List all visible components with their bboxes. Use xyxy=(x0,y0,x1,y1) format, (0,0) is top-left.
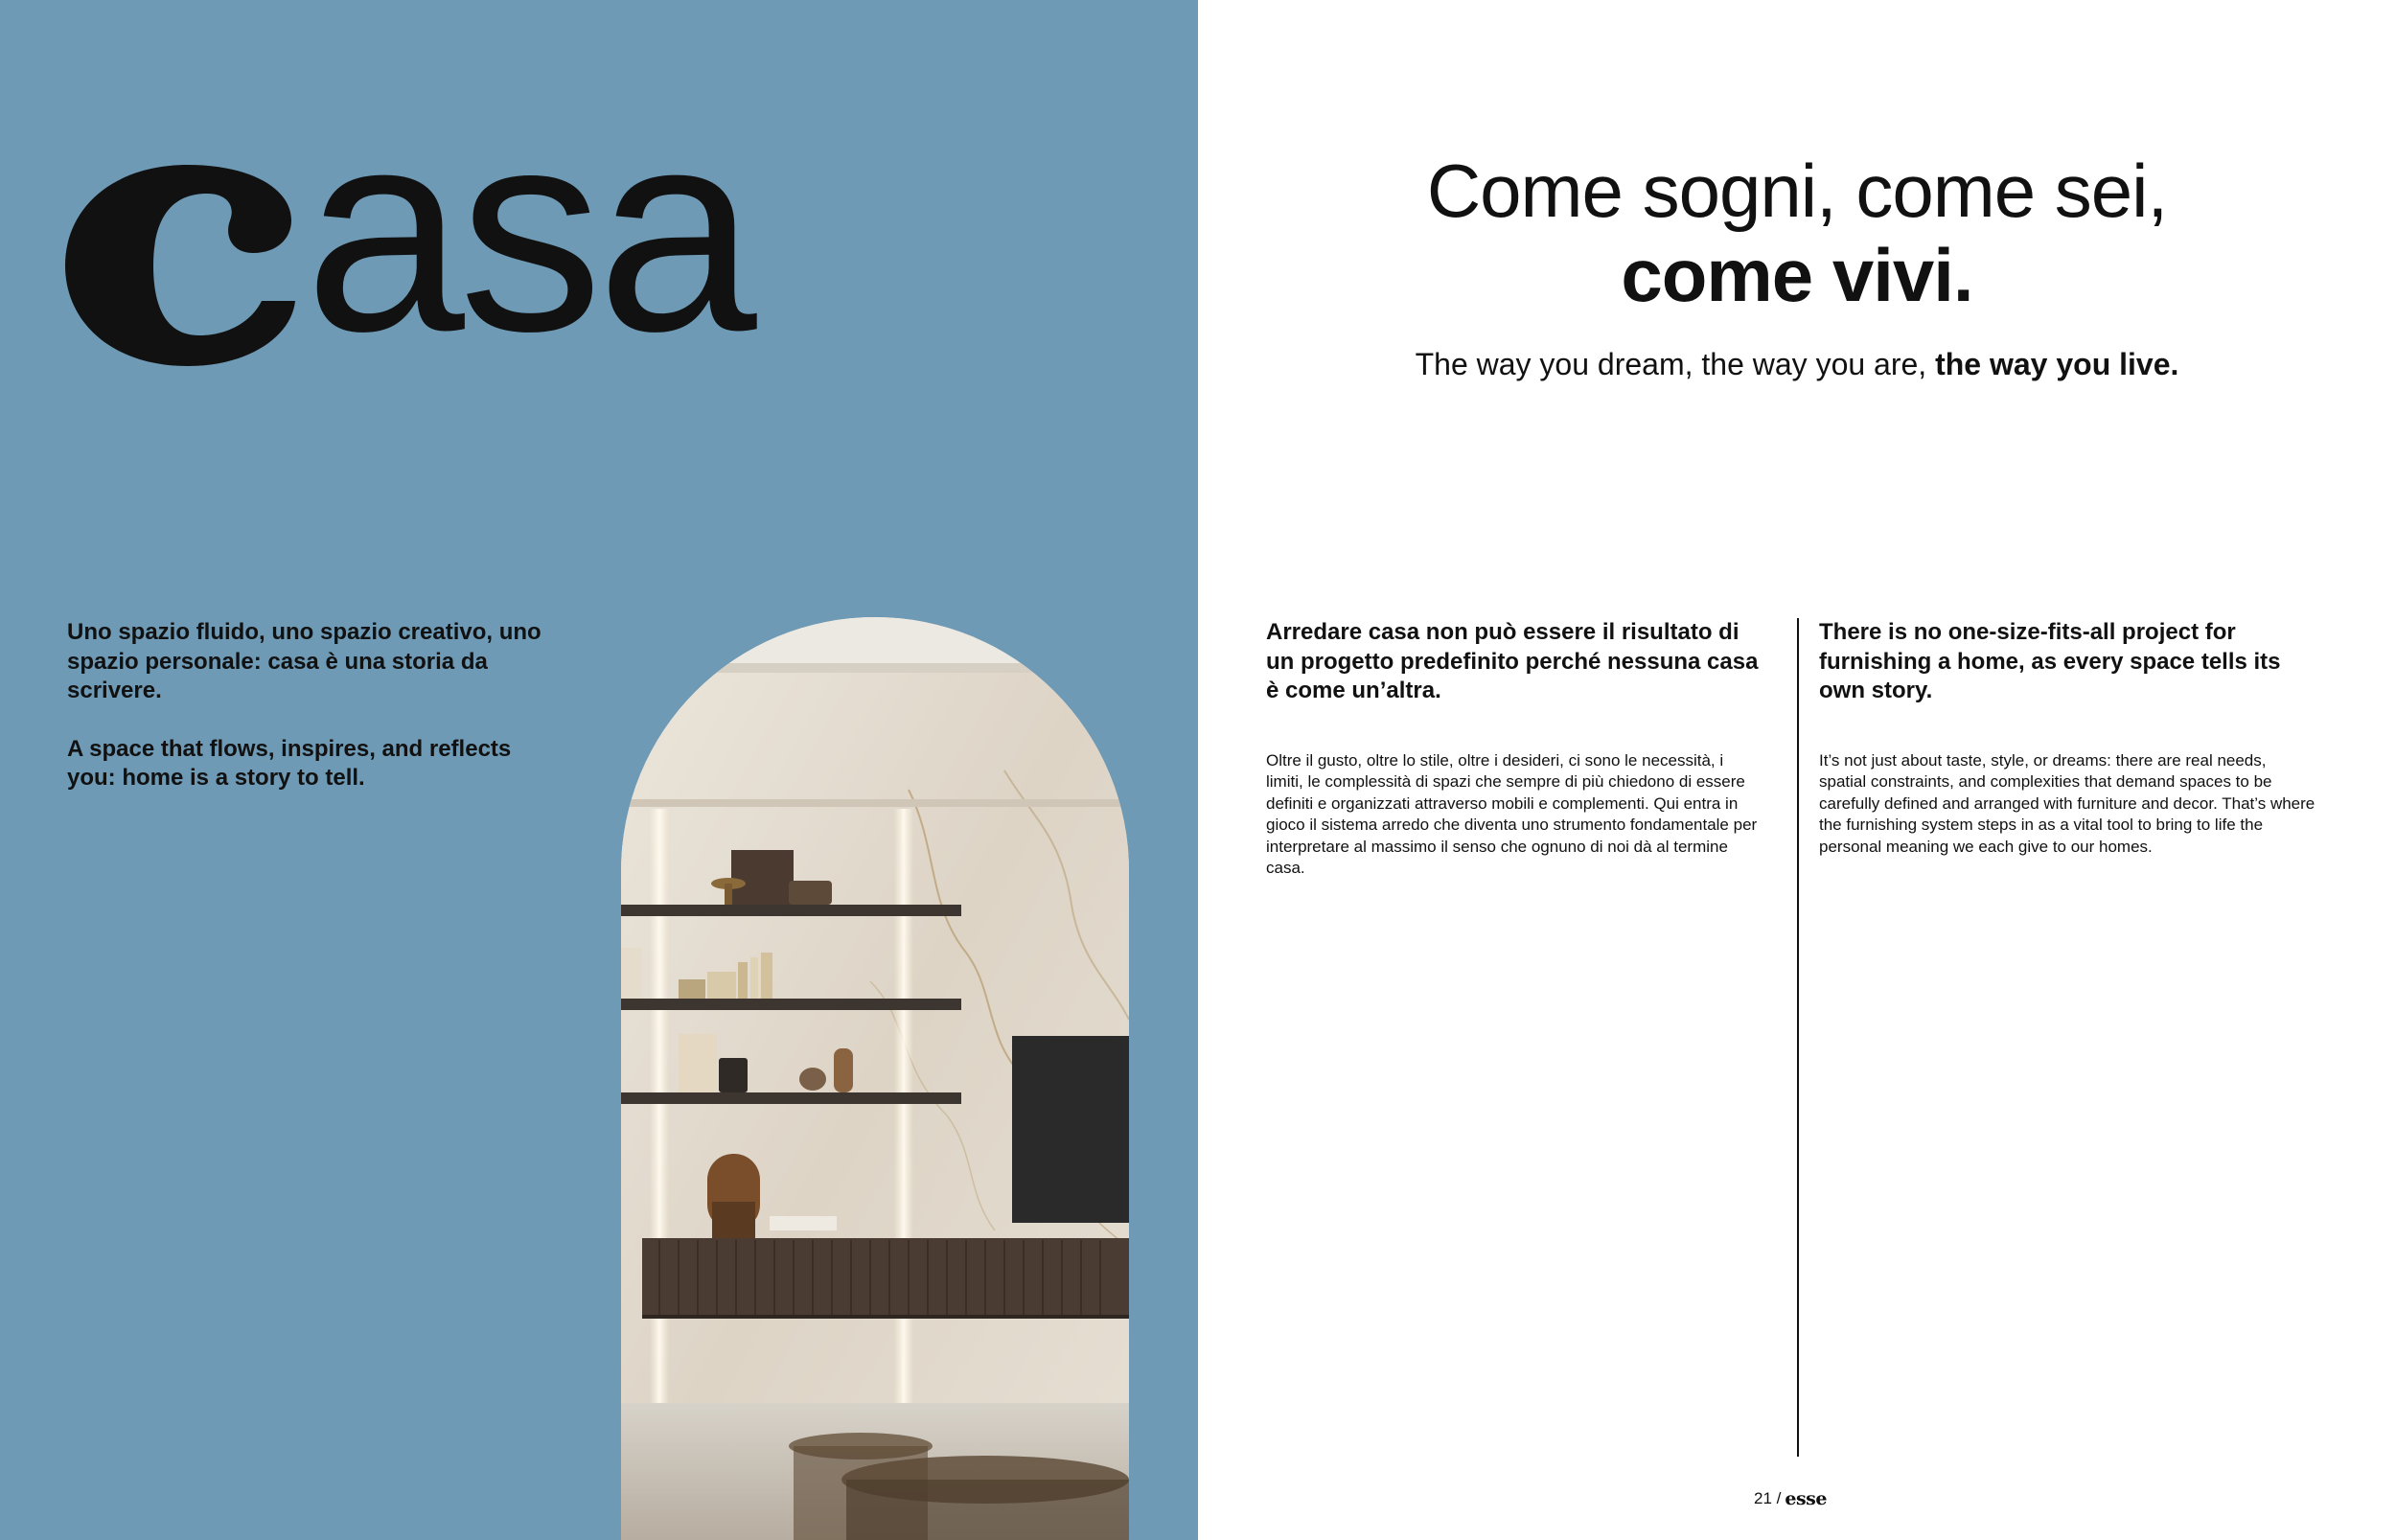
column-divider xyxy=(1797,618,1799,1457)
headline-line-1: Come sogni, come sei, xyxy=(1426,149,2168,233)
column-italian-body: Oltre il gusto, oltre lo stile, oltre i desideri, ci sono le necessità, i limiti, le complessità di spazi che sempre di più chiedono di essere definiti e organizzati attraverso mobili e complementi. Qui entra in gioco il sistema arredo che diventa uno strumento fondamentale per interpretare al massimo il senso che ognuno di noi dà al termine casa. xyxy=(1266,750,1758,877)
column-italian xyxy=(1266,618,1764,880)
subline-regular: The way you dream, the way you are, xyxy=(1415,347,1936,381)
intro-english: A space that flows, inspires, and reflects you: home is a story to tell. xyxy=(67,735,512,791)
intro-text xyxy=(67,618,565,822)
brand-mark: esse xyxy=(1785,1488,1827,1509)
logo-wordmark: asa xyxy=(305,69,751,391)
column-english xyxy=(1819,618,2317,858)
bold-c-logo-icon xyxy=(65,165,305,366)
subline-bold: the way you live. xyxy=(1935,347,2179,381)
intro-italian: Uno spazio fluido, uno spazio creativo, uno spazio personale: casa è una storia da scrivere. xyxy=(67,619,541,703)
living-room-interior-icon xyxy=(621,617,1129,1540)
column-italian-heading: Arredare casa non può essere il risultato di un progetto predefinito perché nessuna casa è come un’altra. xyxy=(1266,619,1759,703)
headline-line-2: come vivi. xyxy=(1621,233,1973,317)
column-english-body: It’s not just about taste, style, or dreams: there are real needs, spatial constraints, and complexities that demand spaces to be carefully defined and arranged with furniture and decor. That’s where the furnishing system steps in as a vital tool to bring to life the personal meaning we each give to our homes. xyxy=(1819,750,2315,856)
interior-photo-arch xyxy=(621,617,1129,1540)
page-number: 21 / xyxy=(1754,1489,1782,1507)
casa-logo xyxy=(65,69,870,391)
page-headline xyxy=(1198,149,2396,317)
page-folio xyxy=(1754,1487,1827,1510)
subline xyxy=(1198,347,2396,382)
right-page xyxy=(1198,0,2396,1540)
column-english-heading: There is no one-size-fits-all project for furnishing a home, as every space tells its own story. xyxy=(1819,619,2281,703)
